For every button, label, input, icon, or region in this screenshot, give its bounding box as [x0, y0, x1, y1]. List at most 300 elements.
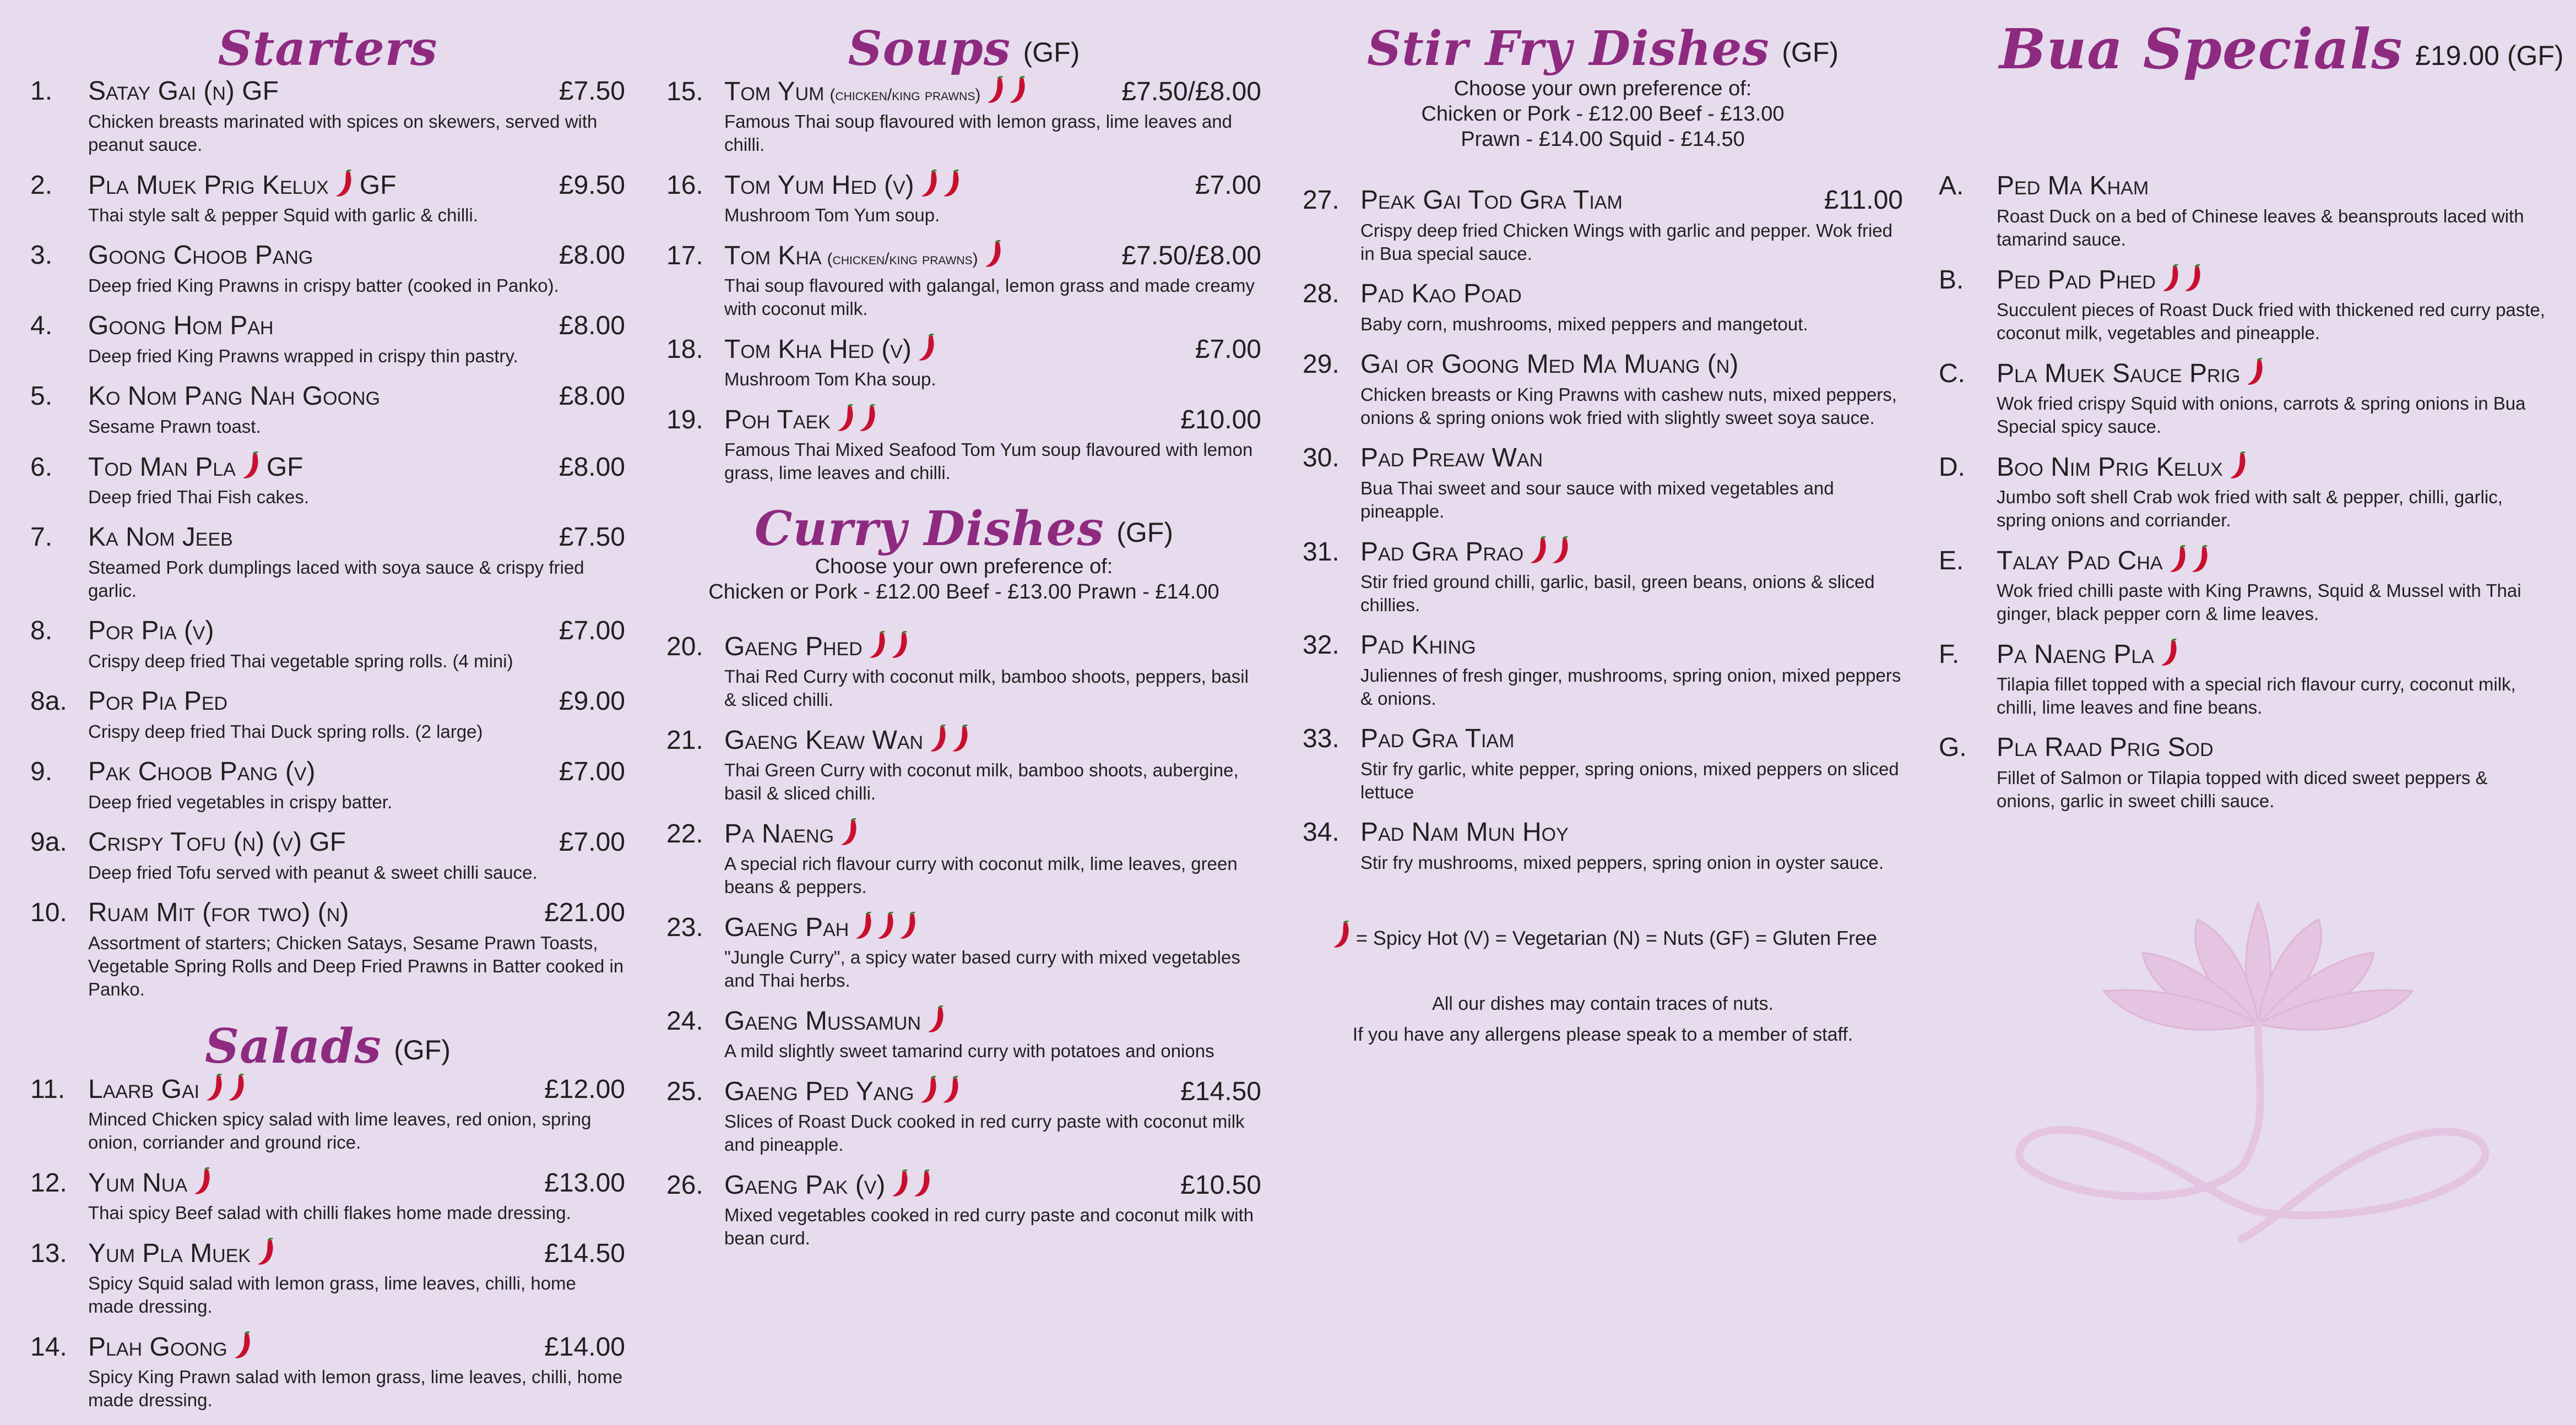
item-name-text: Gaeng Ped Yang: [724, 1077, 914, 1106]
menu-item-line: [1939, 171, 2550, 205]
chili-icon: [2168, 545, 2187, 574]
item-name-text: Pla Muek Sauce Prig: [1997, 359, 2241, 388]
chili-icon: [913, 1170, 931, 1198]
item-description: Thai spicy Beef salad with chilli flakes home made dressing.: [88, 1203, 571, 1223]
item-number: 20.: [666, 632, 703, 661]
item-number: C.: [1939, 359, 1965, 388]
menu-item-line: [1303, 536, 1903, 570]
item-name-text: Pa Naeng: [724, 819, 834, 849]
item-price: £8.00: [558, 453, 625, 482]
item-name-text: Ped Pad Phed: [1997, 265, 2156, 295]
item-price: £10.50: [1180, 1171, 1261, 1200]
curry-note-line1: Choose your own preference of:: [815, 555, 1113, 578]
item-price: £21.00: [544, 898, 625, 927]
menu-item: [30, 757, 625, 814]
chili-rating: [2156, 639, 2178, 670]
chili-icon: [890, 631, 909, 660]
curry-list: [666, 631, 1261, 1250]
menu-item: [30, 311, 625, 368]
menu-item: [30, 522, 625, 602]
item-number: 28.: [1303, 279, 1339, 308]
item-description: Deep fried vegetables in crispy batter.: [88, 792, 393, 812]
item-name-text: Pad Preaw Wan: [1360, 443, 1543, 472]
soups-title: Soups: [848, 21, 1011, 77]
item-name-text: Ruam Mit (for two) (n): [88, 898, 349, 927]
legend: [1303, 921, 1903, 950]
chili-icon: [926, 1005, 945, 1034]
menu-item: [1939, 732, 2550, 813]
item-price: £7.50/£8.00: [1121, 77, 1261, 106]
item-name-tail: GF: [266, 453, 303, 482]
item-name: [88, 757, 559, 787]
item-name-text: Gaeng Mussamun: [724, 1007, 921, 1036]
menu-item-line: [1303, 443, 1903, 477]
item-name: [724, 170, 1195, 200]
menu-item: [30, 76, 625, 156]
item-number: 33.: [1303, 724, 1339, 753]
chili-icon: [942, 170, 961, 198]
chili-rating: [833, 404, 877, 435]
item-name: [88, 1331, 544, 1362]
chili-icon: [868, 631, 887, 660]
item-number: 31.: [1303, 537, 1339, 567]
menu-item-line: [30, 1238, 625, 1272]
chili-icon: [334, 170, 353, 198]
item-number: 14.: [30, 1332, 67, 1362]
item-price: £11.00: [1824, 186, 1903, 215]
specials-title: Bua Specials: [1999, 17, 2403, 81]
menu-item-line: [30, 170, 625, 204]
item-name-text: Gaeng Keaw Wan: [724, 726, 924, 755]
item-name: [88, 240, 559, 270]
item-name-text: Ka Nom Jeeb: [88, 523, 233, 552]
item-name-text: Pad Gra Prao: [1360, 537, 1524, 567]
allergy-note-line2: If you have any allergens please speak to a member of staff.: [1352, 1024, 1853, 1045]
item-number: 17.: [666, 241, 703, 270]
menu-item: [30, 616, 625, 673]
item-name-text: Talay Pad Cha: [1997, 546, 2163, 575]
item-name-text: Ko Nom Pang Nah Goong: [88, 382, 381, 411]
chili-rating: [331, 170, 353, 200]
item-number: G.: [1939, 733, 1967, 762]
menu-item-line: [30, 1331, 625, 1366]
menu-item-line: [1939, 639, 2550, 673]
menu-item-line: [666, 404, 1261, 438]
menu-item: [1939, 264, 2550, 345]
item-price: £8.00: [558, 382, 625, 411]
stirfry-note-line3: Prawn - £14.00 Squid - £14.50: [1461, 128, 1745, 151]
item-number: 25.: [666, 1077, 703, 1106]
item-name: [88, 76, 559, 106]
menu-item-line: [666, 818, 1261, 852]
item-name-text: Tom Yum Hed (v): [724, 171, 914, 200]
chili-icon: [2160, 639, 2178, 667]
item-number: 30.: [1303, 443, 1339, 472]
item-description: Wok fried chilli paste with King Prawns, Squid & Mussel with Thai ginger, black pepper corn & lime leaves.: [1997, 580, 2521, 624]
item-number: 13.: [30, 1239, 67, 1268]
chili-icon: [256, 1238, 275, 1266]
item-name: [724, 404, 1180, 435]
item-number: 21.: [666, 726, 703, 755]
item-number: 29.: [1303, 350, 1339, 379]
menu-item: [1939, 358, 2550, 438]
item-price: £9.00: [558, 687, 625, 716]
chili-rating: [925, 725, 969, 755]
item-name: [1360, 185, 1824, 215]
item-number: 15.: [666, 77, 703, 106]
item-name: [724, 912, 1261, 943]
chili-icon: [2183, 264, 2202, 293]
stirfry-gf-label: (GF): [1782, 37, 1839, 68]
column-starters-salads: [30, 0, 625, 1425]
menu-item: [1939, 171, 2550, 251]
item-number: 19.: [666, 405, 703, 434]
chili-icon: [2246, 358, 2264, 387]
item-name-text: Tom Kha Hed (v): [724, 335, 912, 364]
item-name: [88, 311, 559, 341]
item-description: Chicken breasts marinated with spices on skewers, served with peanut sauce.: [88, 111, 598, 155]
menu-item: [1939, 639, 2550, 719]
item-name: [1360, 536, 1903, 567]
item-number: 23.: [666, 913, 703, 942]
item-name-sub: (chicken/king prawns): [827, 250, 978, 268]
menu-item-line: [666, 1076, 1261, 1110]
menu-item: [666, 631, 1261, 711]
item-name: [1997, 452, 2550, 482]
chili-rating: [189, 1167, 211, 1198]
menu-item-line: [1303, 279, 1903, 313]
item-name: [88, 898, 544, 928]
item-description: Famous Thai Mixed Seafood Tom Yum soup flavoured with lemon grass, lime leaves and chilli.: [724, 439, 1253, 483]
menu-item: [30, 686, 625, 743]
item-number: 24.: [666, 1007, 703, 1036]
item-name: [724, 76, 1121, 107]
item-name-text: Tom Yum: [724, 77, 825, 106]
menu-item-line: [1303, 185, 1903, 219]
item-name: [88, 1167, 544, 1198]
item-price: £7.00: [1195, 171, 1261, 200]
column-soups-curry: [666, 0, 1261, 1263]
menu-item-line: [1939, 452, 2550, 486]
chili-rating: [1526, 536, 1570, 567]
menu-item-line: [30, 827, 625, 861]
menu-item-line: [666, 170, 1261, 204]
item-description: Spicy King Prawn salad with lemon grass, lime leaves, chilli, home made dressing.: [88, 1367, 623, 1410]
chili-rating: [238, 452, 260, 482]
item-number: 1.: [30, 77, 53, 106]
chili-icon: [876, 912, 895, 940]
item-name: [724, 631, 1261, 662]
curry-title: Curry Dishes: [754, 501, 1104, 557]
menu-item: [30, 381, 625, 438]
item-price: £10.00: [1180, 405, 1261, 434]
item-description: "Jungle Curry", a spicy water based curry with mixed vegetables and Thai herbs.: [724, 947, 1240, 991]
item-number: F.: [1939, 640, 1960, 669]
item-name-text: Gaeng Pah: [724, 913, 849, 942]
item-name-text: Tod Man Pla: [88, 453, 236, 482]
item-description: Stir fried ground chilli, garlic, basil, green beans, onions & sliced chillies.: [1360, 572, 1875, 615]
chili-rating: [2165, 545, 2209, 576]
menu-item-line: [30, 381, 625, 415]
menu-item-line: [30, 1074, 625, 1108]
item-number: D.: [1939, 453, 1965, 482]
chili-rating: [887, 1170, 931, 1200]
item-name: [724, 240, 1121, 271]
chili-icon: [986, 76, 1005, 105]
menu-item: [1303, 443, 1903, 523]
stirfry-note-line2: Chicken or Pork - £12.00 Beef - £13.00: [1421, 102, 1785, 126]
item-number: B.: [1939, 265, 1964, 295]
menu-item-line: [30, 240, 625, 274]
item-description: Stir fry mushrooms, mixed peppers, spring onion in oyster sauce.: [1360, 852, 1884, 873]
menu-item-line: [1939, 264, 2550, 298]
menu-item-line: [30, 1167, 625, 1201]
chili-icon: [891, 1170, 909, 1198]
item-price: £14.50: [544, 1239, 625, 1268]
menu-item: [30, 1074, 625, 1154]
chili-rating: [914, 334, 936, 365]
item-description: Stir fry garlic, white pepper, spring onions, mixed peppers on sliced lettuce: [1360, 759, 1899, 802]
chili-icon: [1529, 536, 1548, 565]
menu-item: [666, 404, 1261, 485]
item-name: [88, 1238, 544, 1269]
item-description: Mushroom Tom Yum soup.: [724, 205, 940, 225]
menu-item: [1303, 185, 1903, 265]
chili-icon: [1551, 536, 1570, 565]
chili-rating: [836, 818, 858, 849]
soups-gf-label: (GF): [1023, 37, 1080, 68]
specials-price: £19.00 (GF): [2415, 40, 2564, 71]
item-description: Thai style salt & pepper Squid with garlic & chilli.: [88, 205, 478, 225]
item-number: 9.: [30, 757, 53, 786]
menu-item: [1939, 545, 2550, 626]
item-name-text: Yum Pla Muek: [88, 1239, 251, 1268]
chili-icon: [2228, 452, 2247, 480]
item-name-text: Gaeng Phed: [724, 632, 863, 661]
chili-icon: [2190, 545, 2209, 574]
starters-heading: [30, 21, 625, 76]
item-name: [1997, 171, 2550, 201]
stirfry-list: [1303, 185, 1903, 874]
menu-item: [666, 725, 1261, 805]
item-name: [88, 616, 559, 646]
chili-icon: [917, 334, 936, 362]
item-name: [724, 1076, 1180, 1107]
item-number: 6.: [30, 453, 53, 482]
item-name: [1997, 639, 2550, 670]
item-description: Crispy deep fried Thai vegetable spring rolls. (4 mini): [88, 651, 513, 671]
item-description: Chicken breasts or King Prawns with cashew nuts, mixed peppers, onions & spring onions wok fried with slightly sweet soya sauce.: [1360, 384, 1897, 428]
chili-icon: [836, 404, 855, 433]
salads-gf-label: (GF): [394, 1035, 451, 1065]
curry-gf-label: (GF): [1116, 517, 1173, 548]
item-number: 16.: [666, 171, 703, 200]
item-description: Minced Chicken spicy salad with lime leaves, red onion, spring onion, corriander and ground rice.: [88, 1109, 592, 1152]
chili-icon: [2161, 264, 2180, 293]
item-name: [724, 334, 1195, 365]
item-price: £9.50: [558, 171, 625, 200]
item-name: [88, 522, 559, 552]
item-name: [724, 1005, 1261, 1036]
item-number: 8a.: [30, 687, 67, 716]
menu-item: [1939, 452, 2550, 532]
chili-icon: [919, 1076, 938, 1105]
menu-item: [30, 452, 625, 509]
item-name-text: Gai or Goong Med Ma Muang (n): [1360, 350, 1739, 379]
item-description: Jumbo soft shell Crab wok fried with salt & pepper, chilli, garlic, spring onions and corriander.: [1997, 487, 2503, 530]
item-name: [88, 381, 559, 411]
stirfry-note-line1: Choose your own preference of:: [1454, 77, 1752, 100]
menu-item-line: [1303, 630, 1903, 664]
item-name-text: Poh Taek: [724, 405, 831, 434]
item-description: Crispy deep fried Thai Duck spring rolls. (2 large): [88, 721, 483, 742]
chili-icon: [193, 1167, 211, 1196]
menu-item: [1303, 349, 1903, 429]
menu-item-line: [1939, 732, 2550, 766]
stirfry-title: Stir Fry Dishes: [1366, 21, 1770, 77]
item-name: [1997, 358, 2550, 389]
item-description: Juliennes of fresh ginger, mushrooms, spring onion, mixed peppers & onions.: [1360, 665, 1901, 709]
item-number: 18.: [666, 335, 703, 364]
item-name-sub: (chicken/king prawns): [829, 86, 981, 104]
chili-icon: [1332, 921, 1351, 949]
item-name: [1360, 349, 1903, 379]
menu-item-line: [666, 1170, 1261, 1204]
item-name: [724, 725, 1261, 755]
item-price: £7.00: [558, 828, 625, 857]
chili-rating: [916, 1076, 960, 1107]
item-description: A special rich flavour curry with coconut milk, lime leaves, green beans & peppers.: [724, 853, 1238, 897]
item-name: [1997, 545, 2550, 576]
menu-item-line: [666, 1005, 1261, 1040]
item-name-text: Gaeng Pak (v): [724, 1171, 886, 1200]
item-name: [1997, 732, 2550, 763]
item-number: 10.: [30, 898, 67, 927]
menu-item-line: [1303, 817, 1903, 851]
chili-icon: [233, 1331, 252, 1360]
item-name: [1360, 724, 1903, 754]
chili-icon: [839, 818, 858, 847]
item-name: [88, 1074, 544, 1105]
item-name-text: Satay Gai (n) GF: [88, 77, 279, 106]
menu-item-line: [1303, 724, 1903, 758]
chili-icon: [898, 912, 917, 940]
item-name-text: Por Pia Ped: [88, 687, 228, 716]
menu-item-line: [666, 725, 1261, 759]
item-name-text: Boo Nim Prig Kelux: [1997, 453, 2223, 482]
item-description: Wok fried crispy Squid with onions, carrots & spring onions in Bua Special spicy sauce.: [1997, 393, 2526, 437]
item-description: Assortment of starters; Chicken Satays, Sesame Prawn Toasts, Vegetable Spring Rolls and Deep Fried Prawns in Batter cooked in Panko.: [88, 933, 624, 999]
menu-item: [666, 912, 1261, 992]
menu-item-line: [30, 686, 625, 720]
menu-item-line: [666, 912, 1261, 946]
starters-title: Starters: [218, 21, 438, 77]
salads-heading: [30, 1019, 625, 1074]
specials-list: [1939, 171, 2550, 813]
item-name: [88, 452, 559, 482]
curry-note-line2: Chicken or Pork - £12.00 Beef - £13.00 Prawn - £14.00: [708, 580, 1219, 603]
item-description: Steamed Pork dumplings laced with soya sauce & crispy fried garlic.: [88, 557, 584, 601]
item-description: Slices of Roast Duck cooked in red curry paste with coconut milk and pineapple.: [724, 1111, 1245, 1155]
menu-item-line: [666, 631, 1261, 665]
specials-heading: [1939, 17, 2564, 81]
menu-item: [30, 827, 625, 884]
chili-rating: [916, 170, 961, 200]
menu-item: [666, 818, 1261, 899]
item-name: [1360, 630, 1903, 660]
menu-item-line: [30, 452, 625, 486]
item-description: Thai Red Curry with coconut milk, bamboo shoots, peppers, basil & sliced chilli.: [724, 666, 1249, 710]
menu-item: [666, 1076, 1261, 1156]
chili-icon: [227, 1074, 246, 1102]
item-name: [1997, 264, 2550, 295]
item-description: A mild slightly sweet tamarind curry with potatoes and onions: [724, 1041, 1214, 1061]
chili-rating: [980, 240, 1002, 271]
menu-item-line: [30, 311, 625, 345]
item-price: £8.00: [558, 241, 625, 270]
item-name: [88, 827, 559, 857]
chili-icon: [1008, 76, 1027, 105]
chili-icon: [941, 1076, 960, 1105]
menu-item-line: [666, 240, 1261, 274]
menu-item-line: [666, 76, 1261, 110]
item-name-text: Tom Kha: [724, 241, 822, 270]
menu-item-line: [1939, 545, 2550, 579]
chili-rating: [2158, 264, 2202, 295]
item-number: 8.: [30, 616, 53, 645]
item-description: Tilapia fillet topped with a special rich flavour curry, coconut milk, chilli, lime leaves and fine beans.: [1997, 674, 2516, 717]
item-price: £14.00: [544, 1332, 625, 1362]
chili-icon: [241, 452, 260, 480]
item-number: 2.: [30, 171, 53, 200]
item-name-text: Goong Choob Pang: [88, 241, 313, 270]
menu-item-line: [30, 522, 625, 556]
item-description: Spicy Squid salad with lemon grass, lime leaves, chilli, home made dressing.: [88, 1273, 576, 1317]
item-description: Deep fried King Prawns in crispy batter (cooked in Panko).: [88, 275, 559, 296]
column-stirfry: [1303, 0, 1903, 1050]
chili-rating: [865, 631, 909, 662]
item-name: [724, 1170, 1180, 1200]
item-name-tail: GF: [359, 171, 397, 200]
item-name-text: Por Pia (v): [88, 616, 214, 645]
item-description: Deep fried Thai Fish cakes.: [88, 487, 310, 507]
item-name: [88, 170, 559, 200]
stirfry-heading: [1303, 21, 1903, 76]
item-description: Mixed vegetables cooked in red curry paste and coconut milk with bean curd.: [724, 1205, 1254, 1248]
menu-item: [1303, 536, 1903, 617]
salads-title: Salads: [205, 1019, 382, 1074]
item-price: £7.50: [558, 523, 625, 552]
item-name-text: Yum Nua: [88, 1168, 188, 1198]
item-name-text: Plah Goong: [88, 1332, 227, 1362]
menu-item: [1303, 630, 1903, 710]
item-name-text: Pad Gra Tiam: [1360, 724, 1515, 753]
item-description: Fillet of Salmon or Tilapia topped with diced sweet peppers & onions, garlic in sweet chilli sauce.: [1997, 768, 2488, 811]
item-name-text: Ped Ma Kham: [1997, 171, 2149, 200]
salads-list: [30, 1074, 625, 1412]
item-description: Succulent pieces of Roast Duck fried with thickened red curry paste, coconut milk, vegetables and pineapple.: [1997, 300, 2545, 343]
column-specials: [1939, 0, 2564, 826]
menu-item: [666, 1170, 1261, 1250]
item-price: £7.50/£8.00: [1121, 241, 1261, 270]
item-number: 5.: [30, 382, 53, 411]
item-description: Baby corn, mushrooms, mixed peppers and mangetout.: [1360, 314, 1808, 334]
chili-rating: [253, 1238, 275, 1269]
item-number: 3.: [30, 241, 53, 270]
menu-item-line: [30, 757, 625, 791]
menu-item: [30, 170, 625, 227]
menu-item-line: [30, 616, 625, 650]
